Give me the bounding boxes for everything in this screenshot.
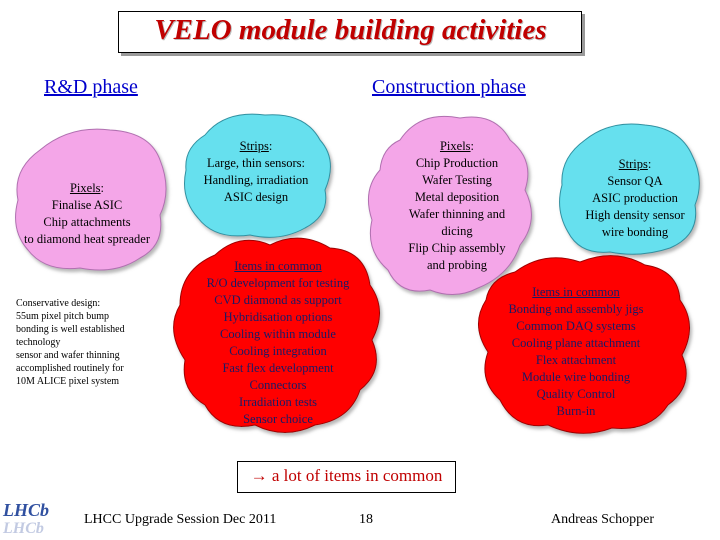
rd-common-line: Irradiation tests (238, 395, 318, 409)
rd-common-line: Cooling integration (229, 344, 327, 358)
construction-phase-heading: Construction phase (372, 76, 526, 98)
construction-pixels-text: Pixels: Chip Production Wafer Testing Metal deposition Wafer thinning and dicing Flip Chip assembly and probing (386, 138, 528, 274)
construction-pixels-line: dicing (441, 224, 473, 238)
footer-author: Andreas Schopper (551, 512, 655, 527)
rd-pixels-text: Pixels: Finalise ASIC Chip attachments to diamond heat spreader (16, 180, 158, 248)
construction-common-line: Cooling plane attachment (511, 336, 641, 350)
construction-common-line: Module wire bonding (521, 370, 631, 384)
construction-strips-heading: Strips (618, 157, 648, 171)
lhcb-logo-reflection: LHCb (3, 520, 44, 537)
rd-phase-heading: R&D phase (44, 76, 138, 98)
design-note-line: 10M ALICE pixel system (16, 376, 120, 387)
rd-common-line: R/O development for testing (206, 276, 350, 290)
rd-common-line: Sensor choice (243, 412, 313, 426)
rd-common-line: Cooling within module (220, 327, 336, 341)
lhcb-logo-text: LHCb (3, 500, 50, 520)
design-note-line: 55um pixel pitch bump (16, 311, 110, 322)
rd-common-line: Fast flex development (222, 361, 334, 375)
rd-pixels-line: Finalise ASIC (51, 198, 123, 212)
construction-pixels-line: Flip Chip assembly (408, 241, 506, 255)
rd-strips-line: Large, thin sensors: (206, 156, 306, 170)
construction-pixels-line: Chip Production (415, 156, 499, 170)
lhcb-logo (0, 497, 56, 537)
construction-common-line: Bonding and assembly jigs (508, 302, 644, 316)
construction-common-heading: Items in common (532, 285, 620, 299)
rd-pixels-line: Chip attachments (43, 215, 131, 229)
rd-common-line: CVD diamond as support (214, 293, 342, 307)
rd-strips-line: ASIC design (223, 190, 289, 204)
design-note-line: accomplished routinely for (16, 363, 124, 374)
rd-strips-text: Strips: Large, thin sensors: Handling, irradiation ASIC design (192, 138, 320, 206)
construction-common-text (488, 284, 664, 420)
rd-common-line: Hybridisation options (223, 310, 333, 324)
rd-pixels-line: to diamond heat spreader (24, 232, 150, 246)
construction-pixels-line: Metal deposition (414, 190, 500, 204)
construction-pixels-line: Wafer Testing (422, 173, 492, 187)
design-note-line: Conservative design: (16, 298, 101, 309)
design-note (16, 297, 125, 388)
slide-title: VELO module building activities (154, 14, 547, 46)
construction-pixels-line: and probing (426, 258, 488, 272)
summary-text: → a lot of items in common (250, 466, 443, 485)
rd-common-heading: Items in common (234, 259, 322, 273)
rd-pixels-heading: Pixels (69, 181, 101, 195)
construction-strips-line: wire bonding (601, 225, 669, 239)
construction-common-line: Flex attachment (535, 353, 617, 367)
construction-strips-text: Strips: Sensor QA ASIC production High density sensor wire bonding (568, 156, 702, 241)
construction-strips-line: High density sensor (585, 208, 685, 222)
rd-common-text (178, 258, 378, 428)
construction-common-line: Burn-in (556, 404, 596, 418)
construction-common-line: Common DAQ systems (516, 319, 636, 333)
construction-common-line: Quality Control (536, 387, 616, 401)
design-note-line: technology (16, 337, 61, 348)
rd-common-line: Connectors (249, 378, 307, 392)
rd-strips-heading: Strips (239, 139, 269, 153)
footer-page-number: 18 (359, 512, 373, 527)
construction-strips-line: ASIC production (592, 191, 678, 205)
construction-pixels-heading: Pixels (439, 139, 471, 153)
construction-pixels-line: Wafer thinning and (408, 207, 506, 221)
design-note-line: sensor and wafer thinning (16, 350, 120, 361)
construction-strips-line: Sensor QA (607, 174, 663, 188)
footer-session: LHCC Upgrade Session Dec 2011 (84, 512, 277, 527)
design-note-line: bonding is well established (16, 324, 125, 335)
rd-strips-line: Handling, irradiation (203, 173, 309, 187)
